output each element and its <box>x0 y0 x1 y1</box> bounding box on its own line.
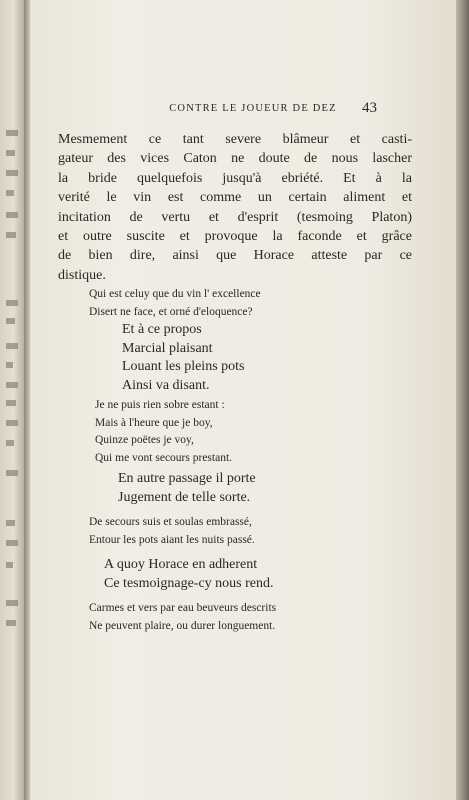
verse-carmes <box>89 600 276 635</box>
page-number: 43 <box>362 100 377 116</box>
verse-line: Ne peuvent plaire, ou durer longuement. <box>89 619 276 632</box>
prose-line: Mesmement ce tant severe blâmeur et casti- <box>58 132 412 147</box>
verse-line: Et à ce propos <box>122 322 202 337</box>
verse-line: A quoy Horace en adherent <box>104 557 258 572</box>
verse-line: Je ne puis rien sobre estant : <box>95 399 225 411</box>
verse-line: Qui me vont secours prestant. <box>95 451 233 464</box>
prose-paragraph <box>58 130 412 285</box>
verse-line: Qui est celuy que du vin l' excellence <box>89 288 261 300</box>
verse-line: Quinze poëtes je voy, <box>95 434 194 446</box>
verse-horace-adherent <box>104 556 274 593</box>
verse-line: Mais à l'heure que je boy, <box>95 416 213 429</box>
prose-line: incitation de vertu et d'esprit (tesmoing Platon) <box>58 209 412 225</box>
verse-line: De secours suis et soulas embrassé, <box>89 516 252 528</box>
verse-horace-distich <box>89 286 261 321</box>
verse-other-passage <box>118 470 256 507</box>
verse-line: En autre passage il porte <box>118 471 256 486</box>
verse-line: Carmes et vers par eau beuveurs descrits <box>89 602 277 614</box>
verse-line: Ce tesmoignage-cy nous rend. <box>104 575 274 591</box>
prose-line: distique. <box>58 267 106 283</box>
verse-secours <box>89 514 255 549</box>
prose-line: gateur des vices Caton ne doute de nous lascher <box>58 151 412 167</box>
prose-line: de bien dire, ainsi que Horace atteste par ce <box>58 248 412 264</box>
book-page <box>30 0 456 800</box>
running-head: CONTRE LE JOUEUR DE DEZ <box>169 103 337 114</box>
verse-line: Ainsi va disant. <box>122 377 210 393</box>
verse-line: Louant les pleins pots <box>122 359 245 374</box>
verse-line: Entour les pots aiant les nuits passé. <box>89 533 255 546</box>
verse-line: Marcial plaisant <box>122 340 213 356</box>
prose-line: verité le vin est comme un certain aliment et <box>58 190 412 206</box>
verse-marcial-quatrain <box>95 397 232 467</box>
page-edge-shadow <box>456 0 469 800</box>
prose-line: la bride quelquefois jusqu'à ebriété. Et à la <box>58 170 412 186</box>
verse-line: Jugement de telle sorte. <box>118 489 251 505</box>
facing-page-edge <box>0 0 24 800</box>
prose-line: et outre suscite et provoque la faconde et grâce <box>58 229 412 245</box>
verse-marcial-intro <box>122 321 245 395</box>
verse-line: Disert ne face, et orné d'eloquence? <box>89 305 253 318</box>
